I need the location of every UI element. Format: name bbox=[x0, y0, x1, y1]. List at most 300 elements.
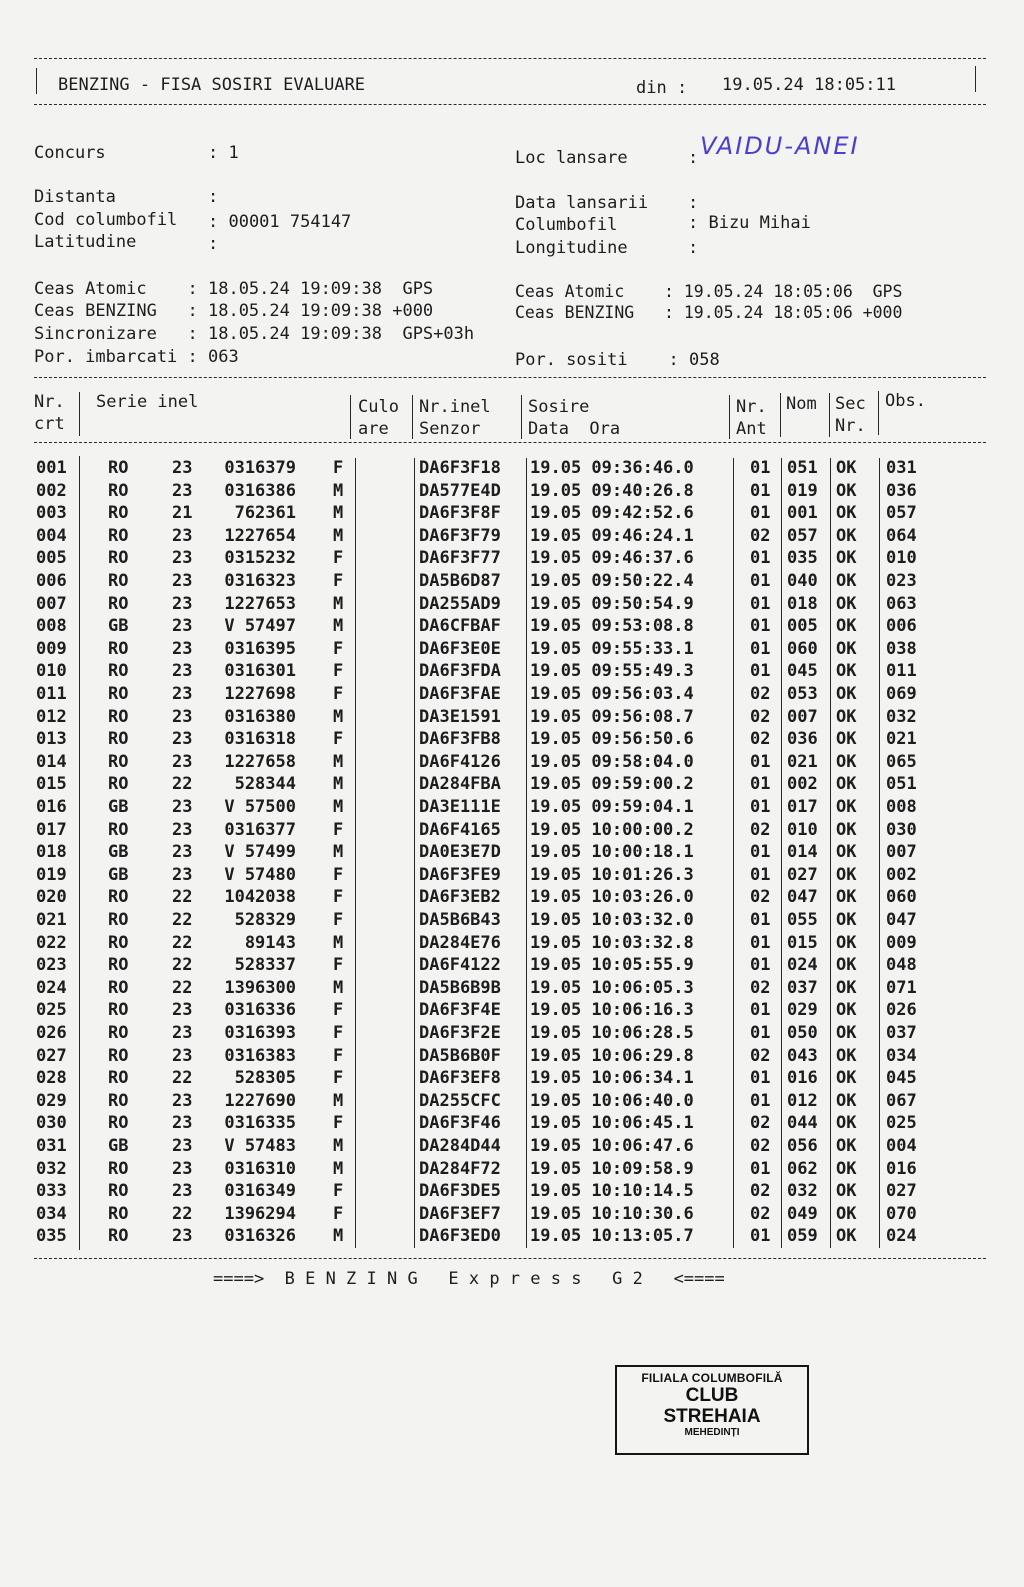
table-row bbox=[0, 683, 1024, 706]
cell-sec: OK bbox=[836, 932, 857, 953]
cell-ring-number: 1042038 bbox=[224, 887, 296, 908]
distanta-value: : bbox=[208, 187, 219, 207]
cell-country: RO bbox=[108, 458, 129, 478]
cell-sensor: DA255CFC bbox=[419, 1090, 501, 1111]
cell-ring-number: 0316323 bbox=[224, 571, 296, 591]
cell-nr-crt: 018 bbox=[36, 842, 67, 863]
cell-year: 22 bbox=[172, 955, 193, 976]
cell-sensor: DA6F3F46 bbox=[419, 1113, 501, 1134]
cell-nom: 059 bbox=[787, 1226, 818, 1247]
cell-sec: OK bbox=[836, 458, 857, 478]
cell-nr-ant: 01 bbox=[750, 638, 771, 659]
cell-sex: M bbox=[333, 1226, 344, 1247]
report-title: BENZING - FISA SOSIRI EVALUARE bbox=[58, 75, 366, 95]
cell-year: 23 bbox=[172, 1226, 193, 1247]
cell-ring-number: 0316301 bbox=[224, 661, 296, 682]
cell-obs: 026 bbox=[886, 1000, 917, 1021]
cell-obs: 057 bbox=[886, 503, 917, 524]
hdr-sep bbox=[412, 395, 413, 439]
table-row bbox=[0, 638, 1024, 661]
hdr-sep bbox=[521, 395, 522, 439]
cell-nr-crt: 009 bbox=[36, 638, 67, 659]
cell-country: RO bbox=[108, 593, 129, 614]
cell-nr-ant: 01 bbox=[750, 458, 771, 478]
cell-nom: 047 bbox=[787, 887, 818, 908]
table-row bbox=[0, 886, 1024, 909]
cell-obs: 021 bbox=[886, 729, 917, 750]
cell-sec: OK bbox=[836, 1158, 857, 1179]
cell-obs: 009 bbox=[886, 932, 917, 953]
cell-country: RO bbox=[108, 480, 129, 501]
table-row bbox=[0, 1135, 1024, 1158]
cell-nom: 056 bbox=[787, 1136, 818, 1156]
cell-sec: OK bbox=[836, 503, 857, 524]
cell-obs: 031 bbox=[886, 458, 917, 478]
cell-sec: OK bbox=[836, 1226, 857, 1247]
stamp-line-1: FILIALA COLUMBOFILĂ bbox=[641, 1371, 783, 1385]
cell-nom: 015 bbox=[787, 932, 818, 953]
cell-sensor: DA6F3DE5 bbox=[419, 1181, 501, 1202]
cell-year: 23 bbox=[172, 797, 193, 817]
cell-ring-number: 0316393 bbox=[224, 1023, 296, 1043]
cell-country: RO bbox=[108, 977, 129, 998]
cell-sec: OK bbox=[836, 887, 857, 908]
cell-nom: 040 bbox=[787, 571, 818, 591]
cell-arrival: 19.05 09:40:26.8 bbox=[530, 480, 694, 501]
col-nr-ant-bottom: Ant bbox=[736, 419, 767, 439]
cell-nr-ant: 01 bbox=[750, 1158, 771, 1179]
cell-sex: M bbox=[333, 977, 344, 998]
cell-year: 22 bbox=[172, 774, 193, 795]
table-row bbox=[0, 1022, 1024, 1045]
cell-year: 23 bbox=[172, 751, 193, 772]
cell-sex: F bbox=[333, 571, 344, 591]
cell-sex: F bbox=[333, 661, 344, 682]
cell-nom: 051 bbox=[787, 458, 818, 478]
cell-sex: F bbox=[333, 729, 344, 750]
cell-nr-crt: 032 bbox=[36, 1158, 67, 1179]
cell-arrival: 19.05 10:05:55.9 bbox=[530, 955, 694, 976]
cell-year: 21 bbox=[172, 503, 193, 524]
sincronizare: Sincronizare : 18.05.24 19:09:38 GPS+03h bbox=[34, 324, 475, 344]
cell-obs: 069 bbox=[886, 684, 917, 704]
cell-sensor: DA6F3F8F bbox=[419, 503, 501, 524]
cell-nr-ant: 02 bbox=[750, 706, 771, 727]
cell-sec: OK bbox=[836, 1090, 857, 1111]
cell-sex: M bbox=[333, 1158, 344, 1179]
cell-obs: 060 bbox=[886, 887, 917, 908]
cell-sec: OK bbox=[836, 729, 857, 750]
cell-nr-ant: 02 bbox=[750, 729, 771, 750]
cell-arrival: 19.05 10:13:05.7 bbox=[530, 1226, 694, 1247]
longitudine-value: : bbox=[688, 238, 699, 258]
hdr-sep bbox=[878, 391, 879, 435]
cell-nr-crt: 010 bbox=[36, 661, 67, 682]
cell-year: 23 bbox=[172, 819, 193, 840]
cell-sensor: DA284F72 bbox=[419, 1158, 501, 1179]
table-row bbox=[0, 457, 1024, 480]
cell-nr-crt: 035 bbox=[36, 1226, 67, 1247]
cell-arrival: 19.05 09:55:33.1 bbox=[530, 638, 694, 659]
cell-sex: M bbox=[333, 1090, 344, 1111]
cell-ring-number: 0316326 bbox=[224, 1226, 296, 1247]
cell-sec: OK bbox=[836, 910, 857, 930]
cell-nom: 012 bbox=[787, 1090, 818, 1111]
cell-nr-ant: 01 bbox=[750, 1090, 771, 1111]
header-top-rule bbox=[34, 58, 986, 59]
cell-sec: OK bbox=[836, 706, 857, 727]
cell-sex: M bbox=[333, 616, 344, 637]
cell-country: GB bbox=[108, 616, 129, 637]
cell-ring-number: 0316336 bbox=[224, 1000, 296, 1021]
latitudine-label: Latitudine bbox=[34, 232, 137, 252]
cell-country: RO bbox=[108, 1181, 129, 1202]
cell-year: 23 bbox=[172, 729, 193, 750]
cell-sex: F bbox=[333, 1000, 344, 1021]
cell-sensor: DA6F4165 bbox=[419, 819, 501, 840]
cell-arrival: 19.05 09:58:04.0 bbox=[530, 751, 694, 772]
cell-arrival: 19.05 09:50:54.9 bbox=[530, 593, 694, 614]
cell-arrival: 19.05 10:10:14.5 bbox=[530, 1181, 694, 1202]
stamp-line-2: CLUB bbox=[685, 1385, 739, 1406]
cell-nom: 024 bbox=[787, 955, 818, 976]
cell-ring-number: 528337 bbox=[234, 955, 296, 976]
cell-year: 22 bbox=[172, 977, 193, 998]
table-row bbox=[0, 593, 1024, 616]
cell-sec: OK bbox=[836, 774, 857, 795]
table-row bbox=[0, 999, 1024, 1022]
cell-nom: 021 bbox=[787, 751, 818, 772]
cell-year: 23 bbox=[172, 548, 193, 569]
cell-sex: F bbox=[333, 910, 344, 930]
header-right-bar bbox=[975, 66, 976, 92]
cell-sex: F bbox=[333, 864, 344, 885]
col-nom: Nom bbox=[786, 394, 817, 414]
table-row bbox=[0, 1225, 1024, 1248]
cell-sec: OK bbox=[836, 593, 857, 614]
table-row bbox=[0, 841, 1024, 864]
cell-country: RO bbox=[108, 571, 129, 591]
col-nr-inel: Nr.inel bbox=[419, 397, 491, 417]
cell-arrival: 19.05 09:56:08.7 bbox=[530, 706, 694, 727]
cell-ring-number: 0316386 bbox=[224, 480, 296, 501]
cell-nom: 017 bbox=[787, 797, 818, 817]
cell-nr-crt: 006 bbox=[36, 571, 67, 591]
cell-sex: M bbox=[333, 525, 344, 546]
cell-obs: 034 bbox=[886, 1045, 917, 1066]
cell-ring-number: V 57497 bbox=[224, 616, 296, 637]
cell-year: 23 bbox=[172, 1000, 193, 1021]
cell-sex: M bbox=[333, 774, 344, 795]
table-row bbox=[0, 615, 1024, 638]
cell-year: 23 bbox=[172, 864, 193, 885]
latitudine-value: : bbox=[208, 234, 219, 254]
cell-nr-crt: 019 bbox=[36, 864, 67, 885]
cell-obs: 051 bbox=[886, 774, 917, 795]
cell-ring-number: 762361 bbox=[234, 503, 296, 524]
cell-nr-crt: 031 bbox=[36, 1136, 67, 1156]
cell-nom: 018 bbox=[787, 593, 818, 614]
table-row bbox=[0, 1045, 1024, 1068]
stamp-line-4: MEHEDINȚI bbox=[684, 1427, 740, 1438]
cell-ring-number: 528305 bbox=[234, 1068, 296, 1089]
cell-nr-crt: 015 bbox=[36, 774, 67, 795]
cell-year: 22 bbox=[172, 887, 193, 908]
cell-nr-ant: 01 bbox=[750, 548, 771, 569]
cell-sex: M bbox=[333, 480, 344, 501]
cell-nr-crt: 029 bbox=[36, 1090, 67, 1111]
cell-country: RO bbox=[108, 1226, 129, 1247]
cell-year: 23 bbox=[172, 616, 193, 637]
cell-sensor: DA5B6B9B bbox=[419, 977, 501, 998]
cell-sensor: DA6F3FE9 bbox=[419, 864, 501, 885]
cell-arrival: 19.05 10:01:26.3 bbox=[530, 864, 694, 885]
ceas-atomic-left: Ceas Atomic : 18.05.24 19:09:38 GPS bbox=[34, 279, 434, 299]
cell-nr-ant: 01 bbox=[750, 932, 771, 953]
cell-nr-ant: 01 bbox=[750, 751, 771, 772]
ceas-benzing-left: Ceas BENZING : 18.05.24 19:09:38 +000 bbox=[34, 301, 434, 321]
cell-sex: M bbox=[333, 1136, 344, 1156]
cell-sex: F bbox=[333, 1113, 344, 1134]
table-row bbox=[0, 1090, 1024, 1113]
table-row bbox=[0, 864, 1024, 887]
table-row bbox=[0, 502, 1024, 525]
cell-country: RO bbox=[108, 1045, 129, 1066]
stamp-line-3: STREHAIA bbox=[663, 1406, 761, 1427]
loc-lansare-label: Loc lansare bbox=[515, 148, 628, 168]
data-lansarii-label: Data lansarii bbox=[515, 193, 649, 213]
hdr-sep bbox=[350, 395, 351, 439]
cell-ring-number: 1227658 bbox=[224, 751, 296, 772]
din-value: 19.05.24 18:05:11 bbox=[722, 75, 896, 95]
cell-nom: 044 bbox=[787, 1113, 818, 1134]
cell-sensor: DA6F3EB2 bbox=[419, 887, 501, 908]
cell-ring-number: 1227654 bbox=[224, 525, 296, 546]
table-row bbox=[0, 932, 1024, 955]
cell-sex: F bbox=[333, 1181, 344, 1202]
header-left-bar bbox=[36, 68, 37, 94]
cell-sex: F bbox=[333, 819, 344, 840]
table-row bbox=[0, 728, 1024, 751]
cell-obs: 004 bbox=[886, 1136, 917, 1156]
cell-nom: 014 bbox=[787, 842, 818, 863]
cell-arrival: 19.05 10:06:05.3 bbox=[530, 977, 694, 998]
table-row bbox=[0, 570, 1024, 593]
cell-sec: OK bbox=[836, 955, 857, 976]
cell-nr-crt: 011 bbox=[36, 684, 67, 704]
cell-country: RO bbox=[108, 1000, 129, 1021]
table-row bbox=[0, 796, 1024, 819]
cell-ring-number: 0316349 bbox=[224, 1181, 296, 1202]
concurs-label: Concurs bbox=[34, 143, 106, 163]
cell-sec: OK bbox=[836, 797, 857, 817]
loc-lansare-value: : bbox=[688, 148, 699, 168]
cod-columbofil-label: Cod columbofil bbox=[34, 210, 178, 230]
cell-nr-ant: 02 bbox=[750, 1113, 771, 1134]
cell-nr-crt: 012 bbox=[36, 706, 67, 727]
cell-obs: 071 bbox=[886, 977, 917, 998]
cell-ring-number: 1227690 bbox=[224, 1090, 296, 1111]
cell-ring-number: 0316335 bbox=[224, 1113, 296, 1134]
cell-nr-crt: 030 bbox=[36, 1113, 67, 1134]
cell-nr-crt: 002 bbox=[36, 480, 67, 501]
cell-obs: 002 bbox=[886, 864, 917, 885]
porumbei-sositi: Por. sositi : 058 bbox=[515, 350, 720, 370]
cell-sex: M bbox=[333, 751, 344, 772]
cell-sensor: DA6F4126 bbox=[419, 751, 501, 772]
cell-arrival: 19.05 09:56:03.4 bbox=[530, 684, 694, 704]
cell-sec: OK bbox=[836, 842, 857, 863]
cell-nr-ant: 01 bbox=[750, 480, 771, 501]
cell-nr-crt: 001 bbox=[36, 458, 67, 478]
cell-nr-crt: 003 bbox=[36, 503, 67, 524]
cell-nom: 002 bbox=[787, 774, 818, 795]
cell-nr-ant: 02 bbox=[750, 525, 771, 546]
cell-arrival: 19.05 10:00:18.1 bbox=[530, 842, 694, 863]
cell-nr-crt: 005 bbox=[36, 548, 67, 569]
cell-sex: F bbox=[333, 1023, 344, 1043]
col-senzor: Senzor bbox=[419, 419, 481, 439]
cell-ring-number: 0316380 bbox=[224, 706, 296, 727]
cell-sec: OK bbox=[836, 525, 857, 546]
din-label: din : bbox=[636, 78, 688, 98]
cell-country: RO bbox=[108, 1090, 129, 1111]
cell-obs: 070 bbox=[886, 1203, 917, 1224]
cell-country: RO bbox=[108, 910, 129, 930]
table-row bbox=[0, 706, 1024, 729]
cell-nom: 043 bbox=[787, 1045, 818, 1066]
cell-country: RO bbox=[108, 751, 129, 772]
cell-arrival: 19.05 10:06:28.5 bbox=[530, 1023, 694, 1043]
col-culoare-bottom: are bbox=[358, 419, 389, 439]
cell-country: RO bbox=[108, 729, 129, 750]
cell-year: 23 bbox=[172, 638, 193, 659]
cell-obs: 032 bbox=[886, 706, 917, 727]
cell-sex: M bbox=[333, 932, 344, 953]
cell-nr-ant: 02 bbox=[750, 684, 771, 704]
table-row bbox=[0, 1180, 1024, 1203]
hdr-sep bbox=[829, 393, 830, 437]
cell-ring-number: 0316318 bbox=[224, 729, 296, 750]
cell-obs: 038 bbox=[886, 638, 917, 659]
cell-country: GB bbox=[108, 1136, 129, 1156]
cell-sec: OK bbox=[836, 661, 857, 682]
cell-nr-ant: 01 bbox=[750, 503, 771, 524]
cell-sex: M bbox=[333, 797, 344, 817]
cell-year: 23 bbox=[172, 1045, 193, 1066]
col-nr-ant-top: Nr. bbox=[736, 397, 767, 417]
cell-obs: 010 bbox=[886, 548, 917, 569]
table-row bbox=[0, 773, 1024, 796]
cell-country: RO bbox=[108, 638, 129, 659]
cell-arrival: 19.05 09:46:24.1 bbox=[530, 525, 694, 546]
cell-sex: M bbox=[333, 593, 344, 614]
cell-sensor: DA6F3F79 bbox=[419, 525, 501, 546]
cell-obs: 007 bbox=[886, 842, 917, 863]
cell-sec: OK bbox=[836, 977, 857, 998]
cell-nr-crt: 017 bbox=[36, 819, 67, 840]
cell-sec: OK bbox=[836, 1023, 857, 1043]
cell-nom: 062 bbox=[787, 1158, 818, 1179]
cell-ring-number: 1227653 bbox=[224, 593, 296, 614]
concurs-value: : 1 bbox=[208, 143, 239, 163]
cell-sensor: DA5B6B0F bbox=[419, 1045, 501, 1066]
cell-country: RO bbox=[108, 774, 129, 795]
cell-obs: 008 bbox=[886, 797, 917, 817]
cell-ring-number: 0316395 bbox=[224, 638, 296, 659]
cell-arrival: 19.05 09:50:22.4 bbox=[530, 571, 694, 591]
cell-nom: 037 bbox=[787, 977, 818, 998]
cell-nom: 035 bbox=[787, 548, 818, 569]
cell-nom: 019 bbox=[787, 480, 818, 501]
cell-nr-crt: 022 bbox=[36, 932, 67, 953]
cell-year: 23 bbox=[172, 842, 193, 863]
cell-sensor: DA6F3E0E bbox=[419, 638, 501, 659]
cell-ring-number: 528344 bbox=[234, 774, 296, 795]
cell-nr-ant: 01 bbox=[750, 864, 771, 885]
cell-arrival: 19.05 10:06:16.3 bbox=[530, 1000, 694, 1021]
col-data-ora: Data Ora bbox=[528, 419, 621, 439]
cell-arrival: 19.05 10:03:26.0 bbox=[530, 887, 694, 908]
cell-sec: OK bbox=[836, 480, 857, 501]
cell-nr-ant: 01 bbox=[750, 1023, 771, 1043]
cell-nr-ant: 02 bbox=[750, 977, 771, 998]
cell-nom: 005 bbox=[787, 616, 818, 637]
cell-nom: 053 bbox=[787, 684, 818, 704]
cell-sensor: DA3E111E bbox=[419, 797, 501, 817]
cell-arrival: 19.05 09:55:49.3 bbox=[530, 661, 694, 682]
cell-nr-ant: 01 bbox=[750, 1068, 771, 1089]
table-row bbox=[0, 1158, 1024, 1181]
cell-obs: 025 bbox=[886, 1113, 917, 1134]
cell-sensor: DA6F3FB8 bbox=[419, 729, 501, 750]
cell-obs: 064 bbox=[886, 525, 917, 546]
cell-ring-number: 0316383 bbox=[224, 1045, 296, 1066]
cell-nr-crt: 025 bbox=[36, 1000, 67, 1021]
table-header-rule bbox=[34, 442, 986, 443]
cell-sec: OK bbox=[836, 1068, 857, 1089]
cell-year: 23 bbox=[172, 1023, 193, 1043]
cell-year: 23 bbox=[172, 593, 193, 614]
cell-obs: 047 bbox=[886, 910, 917, 930]
cell-sec: OK bbox=[836, 1000, 857, 1021]
cell-year: 23 bbox=[172, 480, 193, 501]
cell-sec: OK bbox=[836, 1136, 857, 1156]
cell-country: RO bbox=[108, 887, 129, 908]
cell-obs: 067 bbox=[886, 1090, 917, 1111]
cell-arrival: 19.05 10:00:00.2 bbox=[530, 819, 694, 840]
cell-nr-crt: 008 bbox=[36, 616, 67, 637]
cell-nr-crt: 014 bbox=[36, 751, 67, 772]
cell-country: RO bbox=[108, 706, 129, 727]
cell-ring-number: 0316310 bbox=[224, 1158, 296, 1179]
cell-arrival: 19.05 09:36:46.0 bbox=[530, 458, 694, 478]
cell-obs: 036 bbox=[886, 480, 917, 501]
cell-nr-ant: 02 bbox=[750, 1136, 771, 1156]
cell-nr-ant: 01 bbox=[750, 1226, 771, 1247]
cell-country: RO bbox=[108, 1158, 129, 1179]
cell-sensor: DA6F3FAE bbox=[419, 684, 501, 704]
cell-sensor: DA255AD9 bbox=[419, 593, 501, 614]
hdr-sep bbox=[780, 393, 781, 437]
col-sec-top: Sec bbox=[835, 394, 866, 414]
cell-arrival: 19.05 09:59:00.2 bbox=[530, 774, 694, 795]
ceas-atomic-right: Ceas Atomic : 19.05.24 18:05:06 GPS bbox=[515, 282, 903, 301]
cell-nom: 055 bbox=[787, 910, 818, 930]
cell-nom: 001 bbox=[787, 503, 818, 524]
col-serie-inel: Serie inel bbox=[96, 392, 199, 412]
cell-ring-number: 1227698 bbox=[224, 684, 296, 704]
